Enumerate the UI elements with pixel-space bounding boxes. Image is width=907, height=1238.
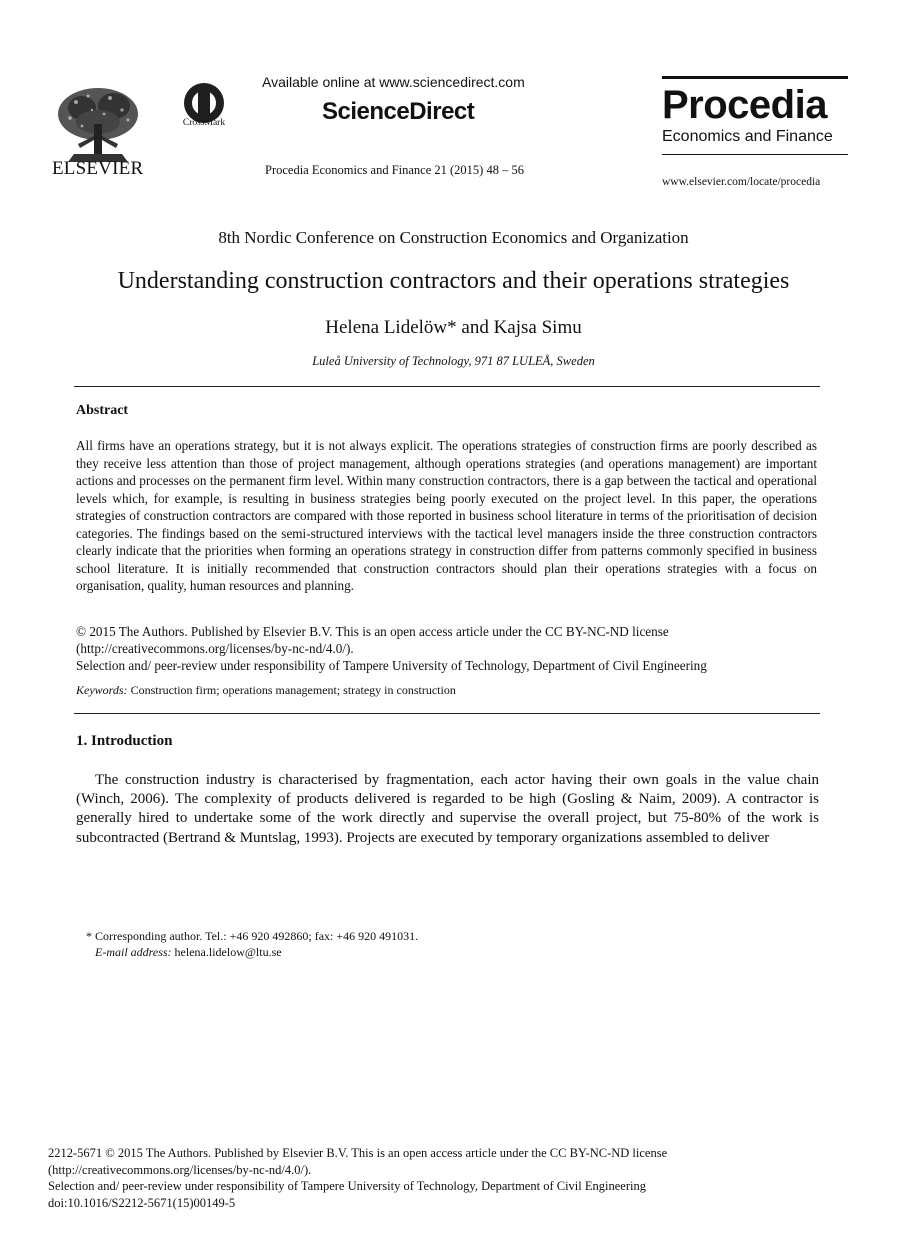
article-title: Understanding construction contractors and their operations strategies [117,268,790,294]
procedia-subtitle: Economics and Finance [662,128,833,145]
footnote-contact: * Corresponding author. Tel.: +46 920 492860; fax: +46 920 491031. [86,929,419,943]
journal-url[interactable]: www.elsevier.com/locate/procedia [662,176,821,188]
copyright-notice [76,623,817,674]
copyright-line: © 2015 The Authors. Published by Elsevier B.V. This is an open access article under the CC BY-NC-ND license [76,624,669,639]
email-address[interactable]: helena.lidelow@ltu.se [174,945,282,959]
doi[interactable]: doi:10.1016/S2212-5671(15)00149-5 [48,1195,236,1210]
conference-name: 8th Nordic Conference on Construction Economics and Organization [218,228,689,247]
bottom-notice [48,1145,808,1211]
divider-top [74,386,820,387]
bottom-license-link[interactable]: (http://creativecommons.org/licenses/by-nc-nd/4.0/). [48,1162,312,1177]
procedia-wordmark: Procedia [662,83,827,127]
introduction-body: The construction industry is characterised by fragmentation, each actor having their own goals in the value chain (Winch, 2006). The complexity of products delivered is regarded to be high (Gosling & Naim, 2009). A contractor is generally hired to undertake some of the work directly and supervise the overall project, but 75-80% of the work is subcontracted (Bertrand & Muntslag, 1993). Projects are executed by temporary organizations assembled to deliver [76,772,819,846]
masthead-rule-bottom [662,154,848,155]
crossmark-label: CrossMark [182,118,226,128]
abstract-body: All firms have an operations strategy, but it is not always explicit. The operations strategies of construction firms are poorly described as they receive less attention than those of project management, although operations strategies (and operations management) are important actions and processes on the permanent firm level. Within many construction contractors, there is a gap between the tactical and operational levels which, for example, is resulting in business strategies being poorly executed on the project level. In this paper, the operations strategies of construction contractors are compared with those reported in business school literature in terms of the prioritisation of decision categories. The findings based on the semi-structured interviews with the tactical level managers inside the three construction contractors clearly indicate that the priorities when forming an operations strategy in construction differ from patterns commonly specified in business school literature. It is initially recommended that construction contractors should plan their operations strategies with a focus on organisation, quality, human resources and planning. [76,438,817,593]
elsevier-wordmark: ELSEVIER [52,158,144,179]
footnote-email-line [86,944,418,960]
peer-review-line: Selection and/ peer-review under responsibility of Tampere University of Technology, Department of Civil Engineering [76,658,707,673]
article-authors: Helena Lidelöw* and Kajsa Simu [325,317,582,338]
keywords-label: Keywords: [76,683,128,697]
author-affiliation: Luleå University of Technology, 971 87 LULEÅ, Sweden [312,354,595,368]
masthead-rule-top [662,76,848,79]
journal-reference: Procedia Economics and Finance 21 (2015) 48 – 56 [265,163,524,177]
sciencedirect-wordmark: ScienceDirect [322,98,475,125]
issn-copyright-line: 2212-5671 © 2015 The Authors. Published by Elsevier B.V. This is an open access article under the CC BY-NC-ND license [48,1146,668,1160]
corresponding-author-footnote [86,928,418,960]
license-link[interactable]: (http://creativecommons.org/licenses/by-nc-nd/4.0/). [76,641,354,656]
section-heading-introduction: 1. Introduction [76,733,173,749]
divider-bottom [74,713,820,714]
procedia-masthead [662,76,848,155]
available-online-text: Available online at www.sciencedirect.com [262,74,525,90]
keywords-list: Construction firm; operations management; strategy in construction [130,683,456,697]
bottom-peer-review-line: Selection and/ peer-review under responsibility of Tampere University of Technology, Department of Civil Engineering [48,1179,646,1193]
email-label: E-mail address: [95,945,172,959]
keywords [76,683,456,698]
abstract-heading: Abstract [76,403,129,418]
